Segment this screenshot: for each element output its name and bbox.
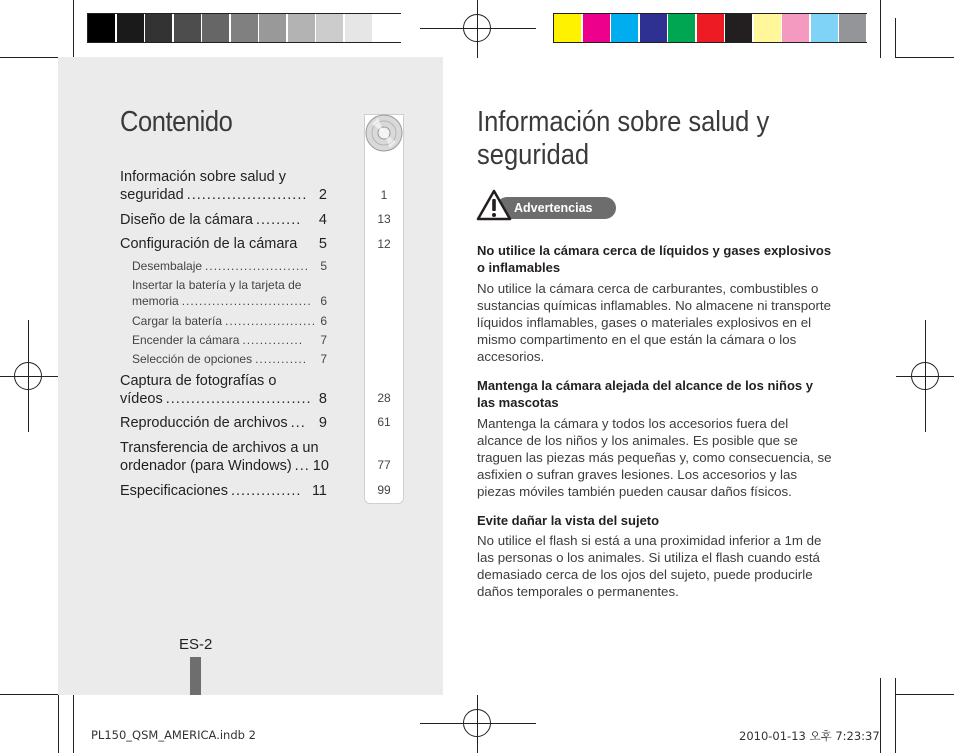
color-swatch [231,14,259,42]
color-swatch [697,14,725,42]
toc-label-cont: vídeos [120,391,163,407]
cd-page-number: 28 [377,391,391,405]
toc-label: Configuración de la cámara [120,236,298,252]
toc-label: Desembalaje [132,259,203,273]
toc-leader: ..................... [225,314,317,328]
color-swatch [316,14,344,42]
cd-icon [364,114,404,154]
color-swatch [782,14,810,42]
cd-page-number: 77 [377,458,391,472]
toc-label-cont: ordenador (para Windows) [120,458,292,474]
toc-label: Especificaciones [120,483,228,499]
color-swatch [811,14,839,42]
toc-page: 6 [320,314,327,328]
toc-page: 11 [311,483,327,499]
warning-badge [496,197,616,219]
cd-page-column [364,114,404,504]
page-folio: ES-2 [179,636,213,653]
toc-entry-transfer[interactable] [120,439,327,475]
toc-label: Captura de fotografías o [120,373,277,389]
toc-entry-specs[interactable] [120,482,327,500]
toc-leader: ............................. [165,391,312,407]
cd-page-number: 99 [377,483,391,497]
section-body-liquids: No utilice la cámara cerca de carburantes, combustibles o sustancias químicas inflamables. No almacene ni transporte líquidos inflamables, gases o materiales explosivos en el mismo compartimento en el que están la cámara o los accesorios. [477,281,832,364]
cd-page-number: 1 [380,188,388,202]
toc-leader: ........................ [205,259,310,273]
cd-page-number: 13 [377,212,391,226]
toc-label: Diseño de la cámara [120,212,253,228]
toc-subentry-charging[interactable] [132,313,327,329]
toc-label: Selección de opciones [132,352,253,366]
color-swatch [373,14,401,42]
color-swatch [202,14,230,42]
toc-subentry-options[interactable] [132,351,327,367]
color-swatch [145,14,173,42]
toc-label: Insertar la batería y la tarjeta de [132,278,302,292]
section-heading-liquids: No utilice la cámara cerca de líquidos y gases explosivos o inflamables [477,243,832,275]
color-swatch [668,14,696,42]
toc-leader: ........................ [186,187,308,203]
toc-label: Información sobre salud y [120,169,287,185]
toc-entry-capture[interactable] [120,372,327,408]
section-body-eyes: No utilice el flash si está a una proximidad inferior a 1m de las personas o los animales. Si utiliza el flash cuando está demasiado cerca de los ojos del sujeto, puede producirle daños temporales o permanentes. [477,533,822,599]
toc-page: 5 [318,236,327,252]
toc-page: 10 [312,458,329,474]
toc-page: 9 [318,415,327,431]
toc-leader: ......... [256,212,302,228]
toc-entry-camera-layout[interactable] [120,211,327,229]
footer-timestamp: 2010-01-13 오후 7:23:37 [739,729,880,743]
toc-entry-playback[interactable] [120,414,327,432]
color-swatch [117,14,145,42]
color-swatch [88,14,116,42]
color-swatch [725,14,753,42]
cd-page-number: 12 [377,237,391,251]
footer-filename: PL150_QSM_AMERICA.indb 2 [91,728,256,742]
toc-page: 8 [318,391,327,407]
toc-leader: ............ [255,352,308,366]
color-swatch [259,14,287,42]
toc-label: Reproducción de archivos [120,415,288,431]
color-swatch [583,14,611,42]
warning-icon [476,189,512,221]
toc-label-cont: seguridad [120,187,184,203]
color-swatch [611,14,639,42]
page-title: Información sobre salud y seguridad [477,106,770,171]
warning-label: Advertencias [514,201,593,215]
toc-entry-health-safety[interactable] [120,168,327,204]
color-swatch [754,14,782,42]
toc-leader: .............. [231,483,302,499]
toc-page: 6 [320,294,327,308]
toc-page: 7 [320,352,327,366]
toc-page: 2 [318,187,327,203]
toc-leader: ... [294,458,310,474]
toc-subentry-battery-card[interactable] [132,277,327,309]
cd-page-number: 61 [377,415,391,429]
toc-label: Encender la cámara [132,333,240,347]
toc-label: Cargar la batería [132,314,223,328]
toc-page: 4 [318,212,327,228]
toc-leader: ... [290,415,306,431]
color-swatch [345,14,373,42]
section-heading-children: Mantenga la cámara alejada del alcance de los niños y las mascotas [477,378,813,410]
toc-page: 5 [320,259,327,273]
toc-label: Transferencia de archivos a un [120,440,319,456]
toc-subentry-power-on[interactable] [132,332,327,348]
toc-label-cont: memoria [132,294,179,308]
color-swatch [288,14,316,42]
toc-subentry-unpacking[interactable] [132,258,327,274]
section-body-children: Mantenga la cámara y todos los accesorios fuera del alcance de los niños y los animales. Es posible que se traguen las piezas más pequeñas y, como consecuencia, se asfixien o sufran graves lesiones. Los accesorios y las piezas móviles también pueden causar daños físicos. [477,416,832,499]
toc-leader: .............. [242,333,304,347]
color-swatch [174,14,202,42]
toc-leader: .............................. [181,294,312,308]
section-tab [190,657,201,695]
section-heading-eyes: Evite dañar la vista del sujeto [477,513,660,528]
toc-page: 7 [320,333,327,347]
color-swatch [554,14,582,42]
toc-title: Contenido [120,106,233,138]
color-swatch [640,14,668,42]
color-swatch [839,14,867,42]
toc-entry-camera-setup[interactable] [120,235,327,253]
